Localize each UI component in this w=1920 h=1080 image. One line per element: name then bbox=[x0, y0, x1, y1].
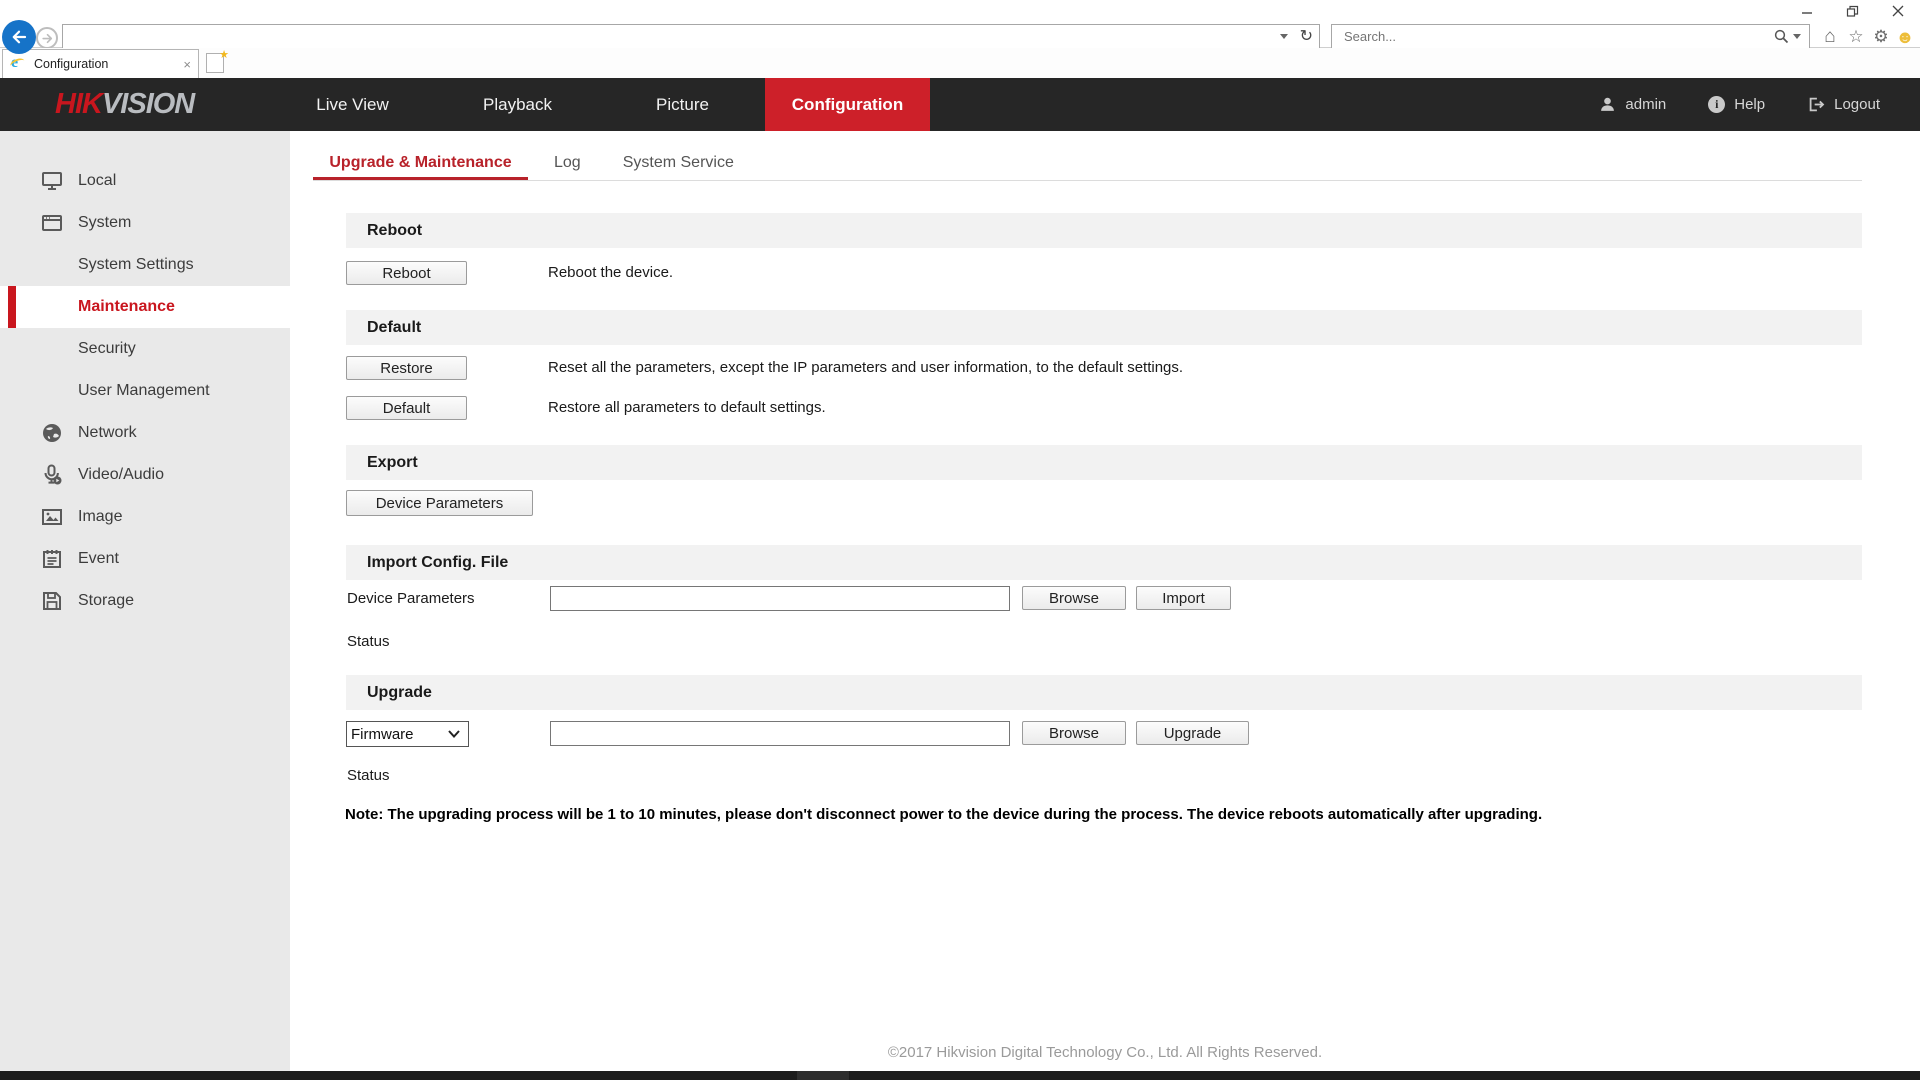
taskbar-highlight bbox=[797, 1071, 849, 1080]
upgrade-section-title: Upgrade bbox=[367, 684, 432, 701]
system-window-icon bbox=[40, 211, 64, 235]
upgrade-browse-button[interactable]: Browse bbox=[1022, 721, 1126, 745]
globe-icon bbox=[40, 421, 64, 445]
minimize-icon bbox=[1801, 5, 1813, 17]
sidebar-item-video-audio[interactable]: Video/Audio bbox=[0, 454, 290, 496]
content-tabs bbox=[313, 150, 748, 180]
main-nav bbox=[270, 78, 930, 131]
default-button[interactable]: Default bbox=[346, 396, 467, 420]
user-menu[interactable] bbox=[1599, 96, 1666, 113]
event-notepad-icon bbox=[40, 547, 64, 571]
image-icon bbox=[40, 505, 64, 529]
address-bar bbox=[62, 24, 1320, 49]
logout-icon bbox=[1807, 96, 1825, 113]
address-input[interactable] bbox=[63, 26, 1280, 47]
home-icon[interactable]: ⌂ bbox=[1819, 26, 1841, 48]
sidebar-item-network[interactable]: Network bbox=[0, 412, 290, 454]
favorites-star-icon[interactable]: ☆ bbox=[1845, 26, 1867, 48]
sidebar-item-image[interactable]: Image bbox=[0, 496, 290, 538]
forward-arrow-icon bbox=[41, 32, 54, 45]
nav-picture[interactable]: Picture bbox=[656, 95, 709, 114]
logo-vision: VISION bbox=[101, 88, 195, 120]
tabs-divider bbox=[313, 180, 1862, 181]
help-label: Help bbox=[1734, 96, 1766, 113]
import-file-input[interactable] bbox=[550, 586, 1010, 611]
upgrade-type-select-wrap bbox=[346, 721, 469, 747]
default-section-header bbox=[346, 310, 1862, 345]
nav-configuration[interactable]: Configuration bbox=[765, 78, 930, 131]
reboot-caption: Reboot the device. bbox=[548, 264, 674, 281]
search-box bbox=[1331, 24, 1810, 49]
forward-button[interactable] bbox=[36, 27, 58, 49]
tab-upgrade-maintenance[interactable]: Upgrade & Maintenance bbox=[313, 150, 528, 180]
hikvision-logo bbox=[55, 78, 194, 131]
feedback-smiley-icon[interactable]: ☻ bbox=[1895, 27, 1915, 47]
export-section-header bbox=[346, 445, 1862, 480]
ie-favicon: e bbox=[10, 56, 26, 72]
sidebar-item-maintenance[interactable]: Maintenance bbox=[0, 286, 290, 328]
address-dropdown-icon[interactable] bbox=[1280, 34, 1288, 39]
taskbar-strip bbox=[0, 1071, 1920, 1080]
export-section-title: Export bbox=[367, 454, 418, 471]
upgrade-file-input[interactable] bbox=[550, 721, 1010, 746]
restore-button[interactable] bbox=[1837, 1, 1867, 21]
upgrade-status-label: Status bbox=[347, 767, 390, 784]
tab-title: Configuration bbox=[34, 57, 109, 71]
copyright-footer: ©2017 Hikvision Digital Technology Co., Ltd. All Rights Reserved. bbox=[887, 1044, 1323, 1061]
app-header bbox=[0, 78, 1920, 131]
tab-close-icon[interactable]: × bbox=[183, 56, 191, 72]
reboot-button[interactable]: Reboot bbox=[346, 261, 467, 285]
sidebar-item-system-settings[interactable]: System Settings bbox=[78, 256, 194, 273]
logo-hik: HIK bbox=[55, 88, 102, 120]
upgrade-section-header bbox=[346, 675, 1862, 710]
sidebar-item-local[interactable]: Local bbox=[0, 160, 290, 202]
help-info-icon: i bbox=[1708, 96, 1725, 113]
refresh-icon[interactable]: ↻ bbox=[1299, 27, 1313, 45]
export-device-parameters-button[interactable]: Device Parameters bbox=[346, 490, 533, 516]
microphone-icon bbox=[40, 463, 64, 487]
import-button[interactable]: Import bbox=[1136, 586, 1231, 610]
user-name: admin bbox=[1625, 96, 1667, 113]
logout-button[interactable] bbox=[1807, 96, 1880, 113]
tab-system-service[interactable]: System Service bbox=[622, 154, 734, 171]
restore-button[interactable]: Restore bbox=[346, 356, 467, 380]
default-section-title: Default bbox=[367, 319, 422, 336]
help-button[interactable] bbox=[1708, 96, 1765, 113]
new-tab-star-icon: ★ bbox=[219, 49, 229, 61]
upgrade-button[interactable]: Upgrade bbox=[1136, 721, 1249, 745]
header-user-area bbox=[1599, 78, 1880, 131]
close-button[interactable] bbox=[1883, 1, 1913, 21]
settings-gear-icon[interactable]: ⚙ bbox=[1870, 26, 1892, 48]
browser-tab-row bbox=[0, 48, 1920, 78]
storage-floppy-icon bbox=[40, 589, 64, 613]
search-icon[interactable] bbox=[1774, 29, 1789, 44]
default-caption: Restore all parameters to default settings. bbox=[548, 399, 826, 416]
import-section-title: Import Config. File bbox=[367, 554, 509, 571]
sidebar-item-user-management[interactable]: User Management bbox=[78, 382, 210, 399]
close-icon bbox=[1892, 5, 1904, 17]
sidebar-item-storage[interactable]: Storage bbox=[0, 580, 290, 622]
sidebar-item-event[interactable]: Event bbox=[0, 538, 290, 580]
sidebar-item-security[interactable]: Security bbox=[78, 340, 136, 357]
reboot-section-header bbox=[346, 213, 1862, 248]
nav-live-view[interactable]: Live View bbox=[316, 95, 389, 114]
back-button[interactable] bbox=[2, 20, 36, 54]
sidebar bbox=[0, 131, 290, 1072]
back-arrow-icon bbox=[10, 28, 28, 46]
window-titlebar bbox=[0, 0, 1920, 22]
tab-log[interactable]: Log bbox=[554, 154, 581, 171]
restore-icon bbox=[1846, 5, 1859, 18]
import-browse-button[interactable]: Browse bbox=[1022, 586, 1126, 610]
upgrade-type-select[interactable] bbox=[346, 721, 469, 747]
logout-label: Logout bbox=[1834, 96, 1880, 113]
new-tab-button[interactable] bbox=[206, 49, 229, 73]
upgrade-note: Note: The upgrading process will be 1 to 10 minutes, please don't disconnect power to the device during the process. The device reboots automatically after upgrading. bbox=[345, 806, 1543, 823]
minimize-button[interactable] bbox=[1792, 1, 1822, 21]
import-section-header bbox=[346, 545, 1862, 580]
user-icon bbox=[1599, 96, 1616, 113]
monitor-icon bbox=[40, 169, 64, 193]
nav-playback[interactable]: Playback bbox=[483, 95, 552, 114]
browser-tab-configuration[interactable] bbox=[2, 49, 199, 78]
restore-caption: Reset all the parameters, except the IP parameters and user information, to the default settings. bbox=[548, 359, 1184, 376]
import-status-label: Status bbox=[347, 633, 390, 650]
sidebar-item-system[interactable]: System bbox=[0, 202, 290, 244]
search-input[interactable] bbox=[1332, 26, 1774, 47]
reboot-section-title: Reboot bbox=[367, 222, 423, 239]
search-dropdown-icon[interactable] bbox=[1793, 34, 1801, 39]
import-field-label: Device Parameters bbox=[347, 590, 475, 607]
